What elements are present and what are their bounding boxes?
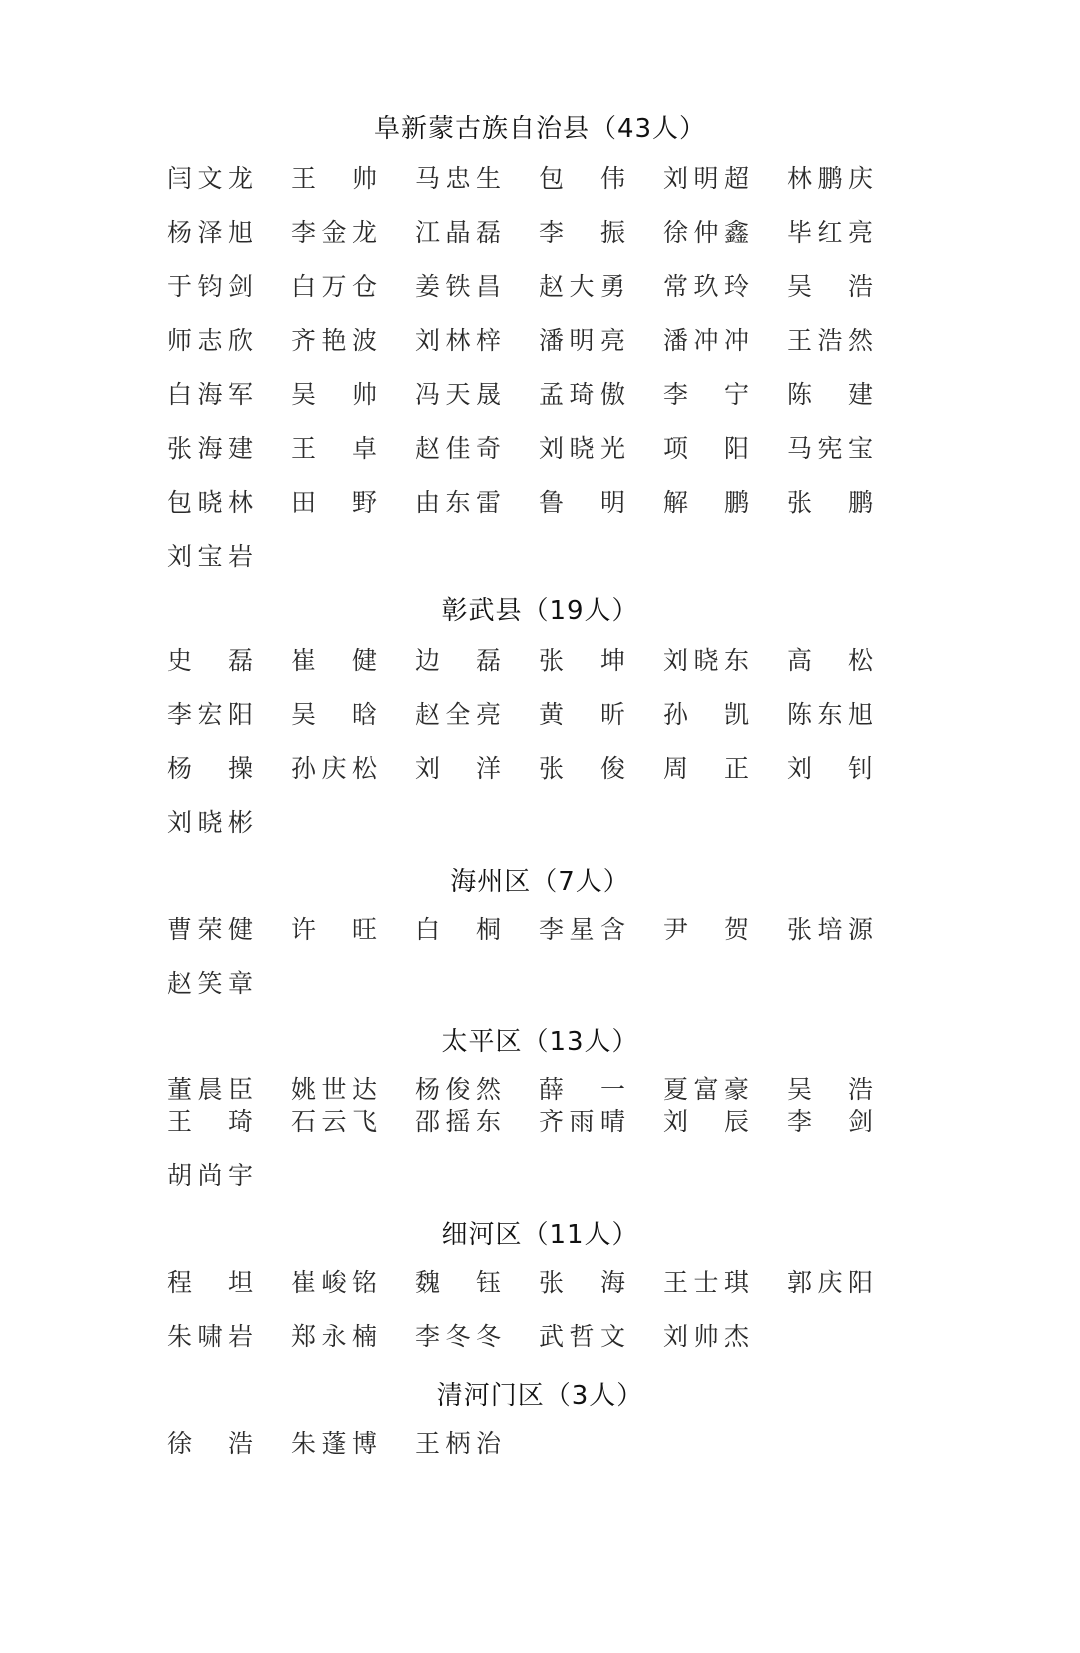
person-name: 白 海 军 — [167, 380, 253, 409]
person-name: 张 海 建 — [167, 434, 253, 463]
person-name: 吴 帅 — [291, 380, 377, 409]
person-name: 包 晓 林 — [167, 488, 253, 517]
person-name: 毕 红 亮 — [787, 218, 873, 247]
person-name: 张 俊 — [539, 754, 625, 783]
person-name: 鲁 明 — [539, 488, 625, 517]
person-name: 李 冬 冬 — [415, 1322, 501, 1351]
person-name: 赵 全 亮 — [415, 700, 501, 729]
person-name: 江 晶 磊 — [415, 218, 501, 247]
section-title: 太平区（13人） — [441, 1027, 639, 1057]
person-name: 陈 东 旭 — [787, 700, 873, 729]
person-name: 常 玖 玲 — [663, 272, 749, 301]
person-name: 马 忠 生 — [415, 164, 501, 193]
person-name: 马 宪 宝 — [787, 434, 873, 463]
person-name: 吴 浩 — [787, 1075, 873, 1104]
person-name: 徐 仲 鑫 — [663, 218, 749, 247]
person-name: 王 浩 然 — [787, 326, 873, 355]
person-name: 刘 帅 杰 — [663, 1322, 749, 1351]
section-title: 彰武县（19人） — [441, 596, 639, 626]
person-name: 李 宏 阳 — [167, 700, 253, 729]
person-name: 薛 一 — [539, 1075, 625, 1104]
section-title: 清河门区（3人） — [436, 1381, 644, 1411]
person-name: 刘 晓 东 — [663, 646, 749, 675]
person-name: 张 培 源 — [787, 915, 873, 944]
person-name: 吴 浩 — [787, 272, 873, 301]
person-name: 师 志 欣 — [167, 326, 253, 355]
person-name: 由 东 雷 — [415, 488, 501, 517]
person-name: 刘 洋 — [415, 754, 501, 783]
person-name: 魏 钰 — [415, 1268, 501, 1297]
person-name: 赵 佳 奇 — [415, 434, 501, 463]
person-name: 张 坤 — [539, 646, 625, 675]
person-name: 赵 笑 章 — [167, 969, 253, 998]
person-name: 王 柄 治 — [415, 1429, 501, 1458]
person-name: 杨 操 — [167, 754, 253, 783]
person-name: 曹 荣 健 — [167, 915, 253, 944]
person-name: 包 伟 — [539, 164, 625, 193]
person-name: 林 鹏 庆 — [787, 164, 873, 193]
person-name: 孙 凯 — [663, 700, 749, 729]
person-name: 崔 健 — [291, 646, 377, 675]
person-name: 周 正 — [663, 754, 749, 783]
person-name: 张 鹏 — [787, 488, 873, 517]
person-name: 杨 泽 旭 — [167, 218, 253, 247]
person-name: 王 琦 — [167, 1107, 253, 1136]
person-name: 刘 林 梓 — [415, 326, 501, 355]
person-name: 崔 峻 铭 — [291, 1268, 377, 1297]
person-name: 齐 雨 晴 — [539, 1107, 625, 1136]
person-name: 程 坦 — [167, 1268, 253, 1297]
person-name: 尹 贺 — [663, 915, 749, 944]
person-name: 王 士 琪 — [663, 1268, 749, 1297]
person-name: 刘 宝 岩 — [167, 542, 253, 571]
person-name: 吴 晗 — [291, 700, 377, 729]
person-name: 刘 辰 — [663, 1107, 749, 1136]
person-name: 刘 晓 彬 — [167, 808, 253, 837]
person-name: 白 桐 — [415, 915, 501, 944]
person-name: 高 松 — [787, 646, 873, 675]
person-name: 郑 永 楠 — [291, 1322, 377, 1351]
person-name: 李 宁 — [663, 380, 749, 409]
person-name: 朱 蓬 博 — [291, 1429, 377, 1458]
person-name: 解 鹏 — [663, 488, 749, 517]
person-name: 刘 明 超 — [663, 164, 749, 193]
person-name: 孙 庆 松 — [291, 754, 377, 783]
person-name: 许 旺 — [291, 915, 377, 944]
person-name: 张 海 — [539, 1268, 625, 1297]
person-name: 王 帅 — [291, 164, 377, 193]
person-name: 胡 尚 宇 — [167, 1161, 253, 1190]
person-name: 徐 浩 — [167, 1429, 253, 1458]
person-name: 潘 明 亮 — [539, 326, 625, 355]
section-title: 细河区（11人） — [441, 1220, 639, 1250]
person-name: 王 卓 — [291, 434, 377, 463]
person-name: 齐 艳 波 — [291, 326, 377, 355]
person-name: 闫 文 龙 — [167, 164, 253, 193]
person-name: 史 磊 — [167, 646, 253, 675]
person-name: 朱 啸 岩 — [167, 1322, 253, 1351]
person-name: 田 野 — [291, 488, 377, 517]
person-name: 邵 摇 东 — [415, 1107, 501, 1136]
person-name: 陈 建 — [787, 380, 873, 409]
person-name: 杨 俊 然 — [415, 1075, 501, 1104]
person-name: 潘 冲 冲 — [663, 326, 749, 355]
person-name: 李 剑 — [787, 1107, 873, 1136]
person-name: 孟 琦 傲 — [539, 380, 625, 409]
person-name: 武 哲 文 — [539, 1322, 625, 1351]
person-name: 刘 钊 — [787, 754, 873, 783]
person-name: 边 磊 — [415, 646, 501, 675]
person-name: 姜 铁 昌 — [415, 272, 501, 301]
person-name: 冯 天 晟 — [415, 380, 501, 409]
person-name: 李 振 — [539, 218, 625, 247]
person-name: 石 云 飞 — [291, 1107, 377, 1136]
person-name: 郭 庆 阳 — [787, 1268, 873, 1297]
person-name: 于 钧 剑 — [167, 272, 253, 301]
person-name: 黄 昕 — [539, 700, 625, 729]
person-name: 白 万 仓 — [291, 272, 377, 301]
section-title: 阜新蒙古族自治县（43人） — [373, 114, 707, 144]
person-name: 董 晨 臣 — [167, 1075, 253, 1104]
person-name: 姚 世 达 — [291, 1075, 377, 1104]
person-name: 夏 富 豪 — [663, 1075, 749, 1104]
person-name: 赵 大 勇 — [539, 272, 625, 301]
person-name: 项 阳 — [663, 434, 749, 463]
person-name: 刘 晓 光 — [539, 434, 625, 463]
section-title: 海州区（7人） — [450, 867, 630, 897]
person-name: 李 金 龙 — [291, 218, 377, 247]
person-name: 李 星 含 — [539, 915, 625, 944]
